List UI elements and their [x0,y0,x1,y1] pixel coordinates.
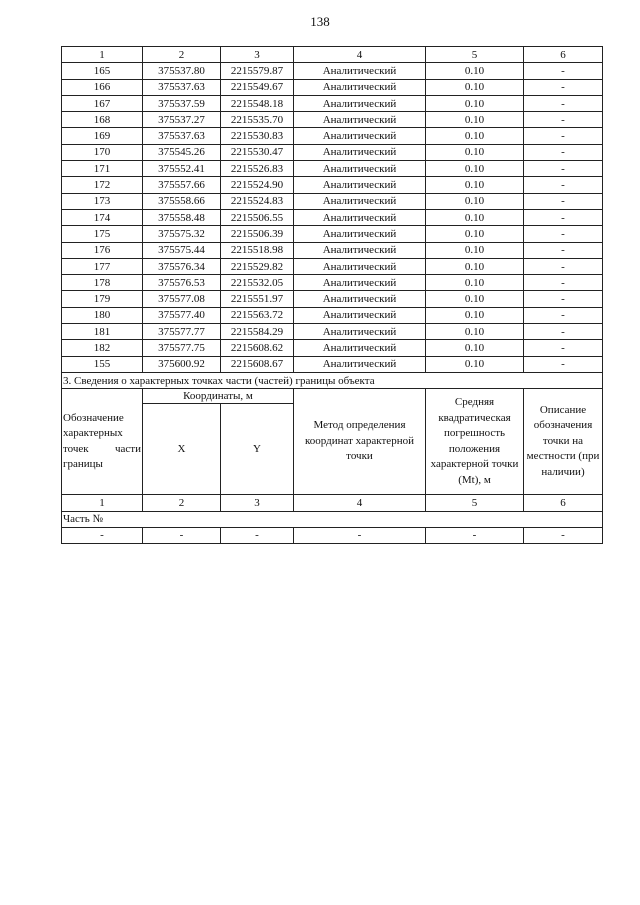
y-header: Y [221,404,294,495]
point-number: 167 [62,95,143,111]
accuracy: 0.10 [426,79,524,95]
y-coordinate: 2215530.83 [221,128,294,144]
accuracy: 0.10 [426,193,524,209]
table-row [62,291,603,307]
x-coordinate: 375576.34 [143,258,221,274]
y-coordinate: 2215584.29 [221,324,294,340]
description: - [524,209,603,225]
y-coordinate: 2215529.82 [221,258,294,274]
method: Аналитический [294,177,426,193]
table-row [62,209,603,225]
point-number: 179 [62,291,143,307]
accuracy: 0.10 [426,161,524,177]
method: Аналитический [294,226,426,242]
x-coordinate: 375575.44 [143,242,221,258]
description: - [524,79,603,95]
description: - [524,193,603,209]
point-number: 174 [62,209,143,225]
table-row [62,307,603,323]
y-coordinate: 2215608.67 [221,356,294,372]
accuracy: 0.10 [426,112,524,128]
table-row [62,63,603,79]
designation-header-line: точек части [63,442,141,455]
point-number: 172 [62,177,143,193]
point-number: 166 [62,79,143,95]
table-row [62,112,603,128]
x-coordinate: 375557.66 [143,177,221,193]
column-number: 5 [426,495,524,511]
column-number: 1 [62,495,143,511]
method: Аналитический [294,275,426,291]
y-coordinate: 2215579.87 [221,63,294,79]
table-row [62,242,603,258]
section-3 [62,372,603,543]
description: - [524,112,603,128]
column-number: 3 [221,495,294,511]
accuracy: 0.10 [426,177,524,193]
table-row [62,258,603,274]
x-coordinate: 375577.40 [143,307,221,323]
y-coordinate: 2215530.47 [221,144,294,160]
description: - [524,324,603,340]
column-number: 2 [143,495,221,511]
designation-header-line: Обозначение [63,411,124,424]
x-coordinate: 375545.26 [143,144,221,160]
method: Аналитический [294,340,426,356]
y-coordinate: 2215549.67 [221,79,294,95]
method: Аналитический [294,63,426,79]
y-coordinate: 2215524.83 [221,193,294,209]
point-number: 182 [62,340,143,356]
column-number: 2 [143,47,221,63]
x-coordinate: 375576.53 [143,275,221,291]
x-coordinate: 375537.27 [143,112,221,128]
y-coordinate: 2215518.98 [221,242,294,258]
accuracy: 0.10 [426,209,524,225]
description: - [524,177,603,193]
method: Аналитический [294,291,426,307]
accuracy-header: Средняя квадратическая погрешность положения характерной точки (Mt), м [426,389,524,495]
point-number: 155 [62,356,143,372]
x-coordinate: 375552.41 [143,161,221,177]
accuracy: 0.10 [426,144,524,160]
y-coordinate: 2215608.62 [221,340,294,356]
table-row [62,324,603,340]
accuracy: 0.10 [426,63,524,79]
coordinates-header: Координаты, м [143,389,294,404]
y-coordinate: 2215506.55 [221,209,294,225]
x-coordinate: 375577.08 [143,291,221,307]
x-coordinate: 375537.59 [143,95,221,111]
x-coordinate: 375558.48 [143,209,221,225]
empty-part-row [62,527,603,543]
empty-cell: - [294,527,426,543]
table-row [62,144,603,160]
method: Аналитический [294,258,426,274]
y-coordinate: 2215506.39 [221,226,294,242]
empty-cell: - [62,527,143,543]
column-number: 4 [294,495,426,511]
column-number: 6 [524,47,603,63]
section-3-column-number-row [62,495,603,511]
description: - [524,242,603,258]
point-number: 177 [62,258,143,274]
method: Аналитический [294,128,426,144]
table-row [62,226,603,242]
point-number: 173 [62,193,143,209]
description: - [524,275,603,291]
description: - [524,356,603,372]
column-number: 5 [426,47,524,63]
y-coordinate: 2215535.70 [221,112,294,128]
description: - [524,340,603,356]
description: - [524,95,603,111]
boundary-points-table [61,46,603,544]
table-row [62,356,603,372]
section-3-title: 3. Сведения о характерных точках части (частей) границы объекта [62,372,603,388]
designation-header-line: границы [63,458,103,471]
y-coordinate: 2215532.05 [221,275,294,291]
method: Аналитический [294,112,426,128]
table-row [62,95,603,111]
accuracy: 0.10 [426,356,524,372]
column-number-row [62,47,603,63]
x-coordinate: 375537.80 [143,63,221,79]
column-number: 3 [221,47,294,63]
section-3-title-row [62,372,603,388]
description: - [524,63,603,79]
x-coordinate: 375600.92 [143,356,221,372]
point-number: 176 [62,242,143,258]
table-row [62,161,603,177]
method: Аналитический [294,242,426,258]
x-header: X [143,404,221,495]
table-row [62,275,603,291]
empty-cell: - [426,527,524,543]
method: Аналитический [294,161,426,177]
method: Аналитический [294,193,426,209]
accuracy: 0.10 [426,242,524,258]
x-coordinate: 375577.75 [143,340,221,356]
description: - [524,161,603,177]
empty-cell: - [524,527,603,543]
designation-header [62,389,143,495]
point-number: 170 [62,144,143,160]
y-coordinate: 2215563.72 [221,307,294,323]
description: - [524,226,603,242]
accuracy: 0.10 [426,324,524,340]
y-coordinate: 2215524.90 [221,177,294,193]
method: Аналитический [294,95,426,111]
x-coordinate: 375575.32 [143,226,221,242]
accuracy: 0.10 [426,128,524,144]
column-number: 6 [524,495,603,511]
point-number: 175 [62,226,143,242]
column-number: 4 [294,47,426,63]
part-label-row [62,511,603,527]
accuracy: 0.10 [426,258,524,274]
description: - [524,307,603,323]
table-row [62,177,603,193]
table-row [62,193,603,209]
x-coordinate: 375537.63 [143,79,221,95]
y-coordinate: 2215548.18 [221,95,294,111]
point-number: 178 [62,275,143,291]
x-coordinate: 375537.63 [143,128,221,144]
description: - [524,291,603,307]
section-3-header-row [62,389,603,404]
method: Аналитический [294,307,426,323]
method: Аналитический [294,324,426,340]
point-number: 168 [62,112,143,128]
method: Аналитический [294,144,426,160]
accuracy: 0.10 [426,307,524,323]
accuracy: 0.10 [426,95,524,111]
table-row [62,340,603,356]
column-number: 1 [62,47,143,63]
table-body [62,47,603,373]
method: Аналитический [294,209,426,225]
point-number: 181 [62,324,143,340]
table-row [62,79,603,95]
x-coordinate: 375577.77 [143,324,221,340]
y-coordinate: 2215526.83 [221,161,294,177]
point-number: 165 [62,63,143,79]
accuracy: 0.10 [426,275,524,291]
x-coordinate: 375558.66 [143,193,221,209]
table-row [62,128,603,144]
y-coordinate: 2215551.97 [221,291,294,307]
accuracy: 0.10 [426,226,524,242]
method: Аналитический [294,356,426,372]
point-number: 171 [62,161,143,177]
empty-cell: - [221,527,294,543]
description-header: Описание обозначения точки на местности (при наличии) [524,389,603,495]
method: Аналитический [294,79,426,95]
description: - [524,258,603,274]
accuracy: 0.10 [426,340,524,356]
part-label: Часть № [62,511,603,527]
point-number: 180 [62,307,143,323]
designation-header-line: характерных [63,427,123,440]
description: - [524,144,603,160]
description: - [524,128,603,144]
empty-cell: - [143,527,221,543]
accuracy: 0.10 [426,291,524,307]
method-header: Метод определения координат характерной точки [294,389,426,495]
page-number: 138 [310,14,330,29]
point-number: 169 [62,128,143,144]
